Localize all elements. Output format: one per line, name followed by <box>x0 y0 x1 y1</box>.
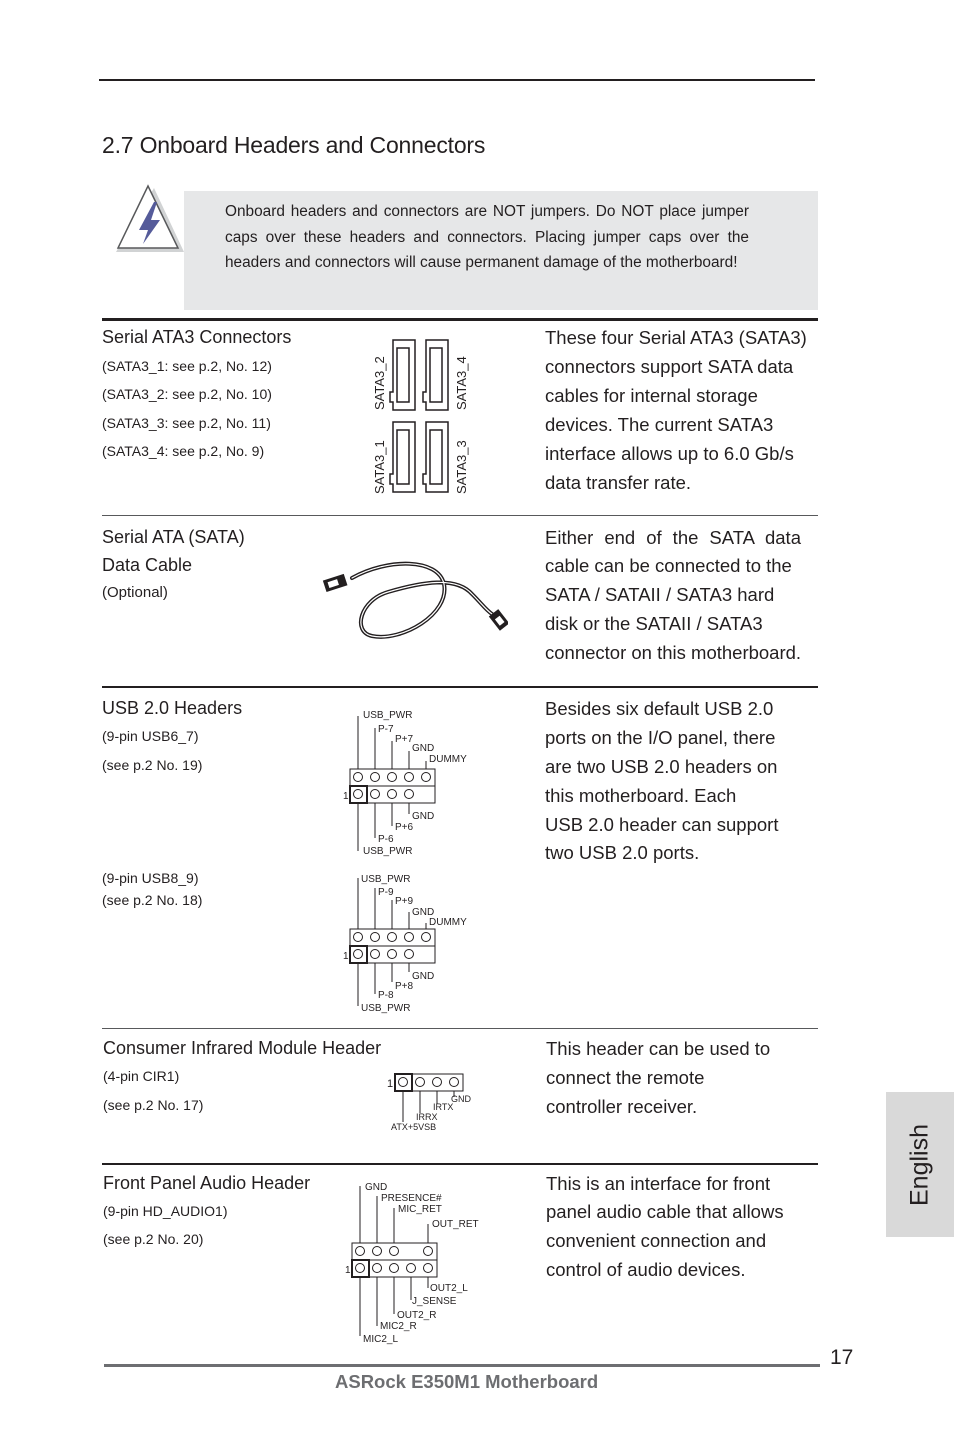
usb1-label-p-plus-6: P+6 <box>395 822 414 833</box>
sata3-desc-line: interface allows up to 6.0 Gb/s <box>545 443 794 464</box>
usb-desc-line: two USB 2.0 ports. <box>545 842 700 863</box>
usb2-label-p-plus-8: P+8 <box>395 981 414 992</box>
cir-label-irrx: IRRX <box>416 1112 438 1122</box>
notice-text: Onboard headers and connectors are NOT jumpers. Do NOT place jumper caps over these headers and connectors. Placing jumper caps over the headers and connectors will cause permanent damage of the motherboard! <box>225 203 749 271</box>
usb-header-2-info: (9-pin USB8_9) <box>102 870 199 886</box>
cir-info: (4-pin CIR1) <box>103 1068 180 1084</box>
section-rule-cir <box>102 1028 818 1029</box>
sata-cable-image <box>318 550 508 650</box>
audio-header-diagram <box>340 1176 490 1348</box>
usb-header-1-info: (see p.2 No. 19) <box>102 757 203 773</box>
footer-rule <box>104 1364 820 1367</box>
usb2-label-dummy: DUMMY <box>429 917 467 928</box>
usb-desc-line: are two USB 2.0 headers on <box>545 756 778 777</box>
usb2-label-gnd: GND <box>412 907 435 918</box>
section-rule-sata3 <box>102 318 818 321</box>
audio-label-mic-ret: MIC_RET <box>398 1204 442 1215</box>
usb2-label-p-plus-9: P+9 <box>395 896 414 907</box>
audio-label-out2-r: OUT2_R <box>397 1310 437 1321</box>
usb1-label-p-minus-7: P-7 <box>378 724 394 735</box>
usb1-label-p-plus-7: P+7 <box>395 734 414 745</box>
sata3-title: Serial ATA3 Connectors <box>102 327 292 347</box>
audio-desc-line: panel audio cable that allows <box>546 1201 784 1222</box>
sata3-desc-line: data transfer rate. <box>545 472 692 493</box>
audio-label-mic2-l: MIC2_L <box>363 1334 399 1345</box>
sata3-connector-diagram <box>366 336 476 498</box>
usb2-label-usb-pwr: USB_PWR <box>361 874 411 885</box>
usb2-label-p-minus-9: P-9 <box>378 887 394 898</box>
usb1-pin1-label: 1 <box>343 791 349 802</box>
cir-label-gnd: GND <box>451 1094 471 1104</box>
language-side-tab-label: English <box>905 1123 934 1206</box>
sata3-3-port <box>423 422 448 492</box>
cir-title: Consumer Infrared Module Header <box>103 1038 382 1058</box>
audio-info: (9-pin HD_AUDIO1) <box>103 1203 228 1219</box>
audio-label-out-ret: OUT_RET <box>432 1219 479 1230</box>
language-side-tab <box>886 1092 954 1237</box>
usb1-label-usb-pwr: USB_PWR <box>363 710 413 721</box>
usb-desc-line: Besides six default USB 2.0 <box>545 698 774 719</box>
notice-box <box>184 191 818 310</box>
cir-pin1-label: 1 <box>387 1078 394 1090</box>
usb1-label-gnd: GND <box>412 811 435 822</box>
usb-title: USB 2.0 Headers <box>102 698 243 718</box>
usb1-label-dummy: DUMMY <box>429 754 467 765</box>
audio-label-j-sense: J_SENSE <box>412 1296 457 1307</box>
section-rule-usb <box>102 686 818 688</box>
sata-cable-desc-line: connector on this motherboard. <box>545 642 802 663</box>
sata-cable-title: Data Cable <box>102 555 193 575</box>
section-rule-audio <box>102 1163 818 1165</box>
sata3-1-port <box>390 422 415 492</box>
sata-cable-desc-line: Either end of the SATA data <box>545 527 801 548</box>
usb1-label-usb-pwr: USB_PWR <box>363 846 413 857</box>
usb1-label-p-minus-6: P-6 <box>378 834 394 845</box>
sata3-4-label: SATA3_4 <box>454 356 469 410</box>
usb1-label-gnd: GND <box>412 743 435 754</box>
usb-desc-line: ports on the I/O panel, there <box>545 727 776 748</box>
sata3-ref: (SATA3_3: see p.2, No. 11) <box>102 415 271 431</box>
audio-info: (see p.2 No. 20) <box>103 1231 204 1247</box>
warning-triangle-icon <box>110 184 188 258</box>
cir-label-atx-5vsb: ATX+5VSB <box>391 1122 437 1132</box>
cir-desc-line: connect the remote <box>546 1067 705 1088</box>
usb-header-1-info: (9-pin USB6_7) <box>102 728 199 744</box>
usb2-label-usb-pwr: USB_PWR <box>361 1003 411 1014</box>
page-number: 17 <box>830 1346 854 1369</box>
sata3-3-label: SATA3_3 <box>454 440 469 494</box>
usb2-pin1-label: 1 <box>343 951 349 962</box>
audio-label-out2-l: OUT2_L <box>430 1283 468 1294</box>
sata3-2-port <box>390 340 415 410</box>
sata3-ref: (SATA3_1: see p.2, No. 12) <box>102 358 272 374</box>
sata-cable-optional: (Optional) <box>102 584 168 601</box>
usb2-label-p-minus-8: P-8 <box>378 990 394 1001</box>
header-rule <box>99 79 815 81</box>
sata3-ref: (SATA3_2: see p.2, No. 10) <box>102 386 272 402</box>
footer-text: ASRock E350M1 Motherboard <box>335 1371 599 1392</box>
cir-desc-line: controller receiver. <box>546 1096 698 1117</box>
usb-desc-line: USB 2.0 header can support <box>545 814 779 835</box>
cir-header-diagram <box>384 1070 480 1136</box>
audio-desc-line: This is an interface for front <box>546 1173 771 1194</box>
cir-label-irtx: IRTX <box>433 1102 454 1112</box>
sata3-desc-line: cables for internal storage <box>545 385 758 406</box>
sata3-2-label: SATA3_2 <box>372 356 387 410</box>
audio-label-gnd: GND <box>365 1182 388 1193</box>
audio-pin1-label: 1 <box>345 1265 351 1276</box>
audio-desc-line: convenient connection and <box>546 1230 767 1251</box>
usb-header-1-diagram <box>340 704 480 860</box>
sata-cable-title: Serial ATA (SATA) <box>102 527 245 547</box>
sata-cable-desc-line: cable can be connected to the <box>545 555 792 576</box>
section-rule-cable <box>102 515 818 516</box>
cir-desc-line: This header can be used to <box>546 1038 771 1059</box>
audio-label-mic2-r: MIC2_R <box>380 1321 417 1332</box>
section-title: 2.7 Onboard Headers and Connectors <box>102 132 486 158</box>
usb-header-2-info: (see p.2 No. 18) <box>102 892 203 908</box>
audio-title: Front Panel Audio Header <box>103 1173 311 1193</box>
sata3-4-port <box>423 340 448 410</box>
audio-label-presence: PRESENCE# <box>381 1193 442 1204</box>
sata3-1-label: SATA3_1 <box>372 440 387 494</box>
usb2-label-gnd: GND <box>412 971 435 982</box>
usb-desc-line: this motherboard. Each <box>545 785 737 806</box>
sata3-ref: (SATA3_4: see p.2, No. 9) <box>102 443 265 459</box>
sata3-desc-line: connectors support SATA data <box>545 356 794 377</box>
audio-desc-line: control of audio devices. <box>546 1259 746 1280</box>
sata3-desc-line: These four Serial ATA3 (SATA3) <box>545 327 807 348</box>
sata3-desc-line: devices. The current SATA3 <box>545 414 774 435</box>
usb-header-2-diagram <box>340 868 480 1018</box>
sata-cable-desc-line: disk or the SATAII / SATA3 <box>545 613 763 634</box>
sata-cable-desc-line: SATA / SATAII / SATA3 hard <box>545 584 775 605</box>
cir-info: (see p.2 No. 17) <box>103 1097 204 1113</box>
